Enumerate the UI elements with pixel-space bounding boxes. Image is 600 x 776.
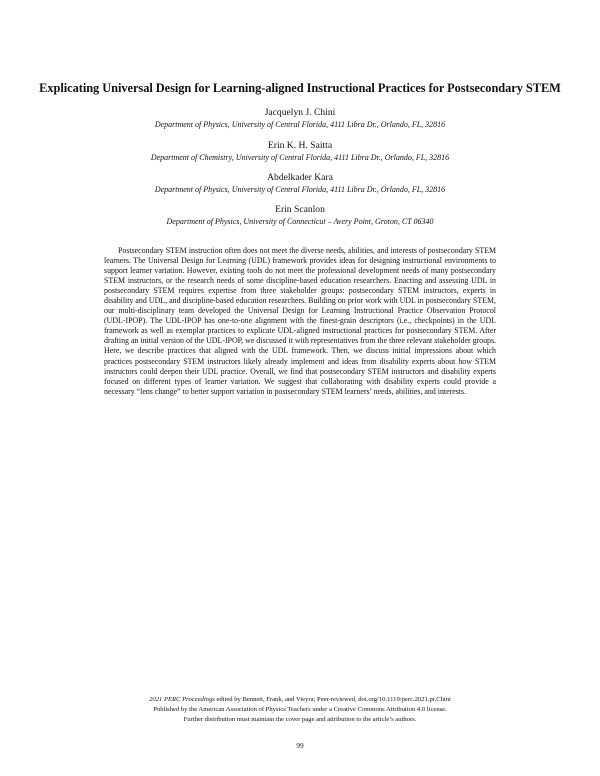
author-block (0, 172, 600, 196)
author-block (0, 140, 600, 164)
author-affiliation: Department of Chemistry, University of Central Florida, 4111 Libra Dr., Orlando, FL, 32816 (150, 153, 450, 162)
author-block (0, 107, 600, 131)
author-affiliation: Department of Physics, University of Central Florida, 4111 Libra Dr., Orlando, FL, 32816 (154, 120, 446, 129)
proceedings-title: 2021 PERC Proceedings (149, 696, 215, 703)
author-block (0, 204, 600, 228)
citation-text: edited by Bennett, Frank, and Vieyra; Peer-reviewed, doi.org/10.1119/perc.2021.pr.Chini (214, 696, 451, 703)
author-affiliation: Department of Physics, University of Central Florida, 4111 Libra Dr., Orlando, FL, 32816 (154, 185, 446, 194)
author-name: Jacquelyn J. Chini (264, 107, 336, 118)
page-footer (0, 695, 600, 725)
distribution-line: Further distribution must maintain the cover page and attribution to the article’s authors. (183, 716, 417, 723)
page-number: 99 (296, 742, 304, 750)
author-name: Abdelkader Kara (267, 172, 333, 183)
citation-line (0, 695, 600, 705)
author-affiliation: Department of Physics, University of Connecticut – Avery Point, Groton, CT 06340 (166, 217, 434, 226)
license-line: Published by the American Association of Physics Teachers under a Creative Commons Attribution 4.0 license. (153, 706, 447, 713)
author-name: Erin Scanlon (275, 204, 325, 215)
author-name: Erin K. H. Saitta (267, 140, 333, 151)
abstract-paragraph: Postsecondary STEM instruction often does not meet the diverse needs, abilities, and interests of postsecondary STEM learners. The Universal Design for Learning (UDL) framework provides ideas for designing instructional environments to support learner variation. However, existing tools do not meet the professional development needs of many postsecondary STEM instructors, or the research needs of some discipline-based education researchers. Enacting and assessing UDL in postsecondary STEM requires expertise from three stakeholder groups: postsecondary STEM instructors, experts in disability and UDL, and discipline-based education researchers. Building on prior work with UDL in postsecondary STEM, our multi-disciplinary team developed the Universal Design for Learning Instructional Practice Observation Protocol (UDL-IPOP). The UDL-IPOP has one-to-one alignment with the finest-grain descriptors (i.e., checkpoints) in the UDL framework as well as exemplar practices to explicate UDL-aligned instructional practices for postsecondary STEM. After drafting an initial version of the UDL-IPOP, we discussed it with representatives from the three relevant stakeholder groups. Here, we describe practices that aligned with the UDL framework. Then, we discuss initial impressions about which practices postsecondary STEM instructors likely already implement and ideas from disability experts about how STEM instructors could deepen their UDL practice. Overall, we find that postsecondary STEM instructors and disability experts focused on different types of learner variation. We suggest that collaborating with disability experts could provide a necessary “lens change” to better support variation in postsecondary STEM learners’ needs, abilities, and interests. (104, 246, 497, 396)
paper-title: Explicating Universal Design for Learning-aligned Instructional Practices for Postsecondary STEM (39, 81, 561, 95)
